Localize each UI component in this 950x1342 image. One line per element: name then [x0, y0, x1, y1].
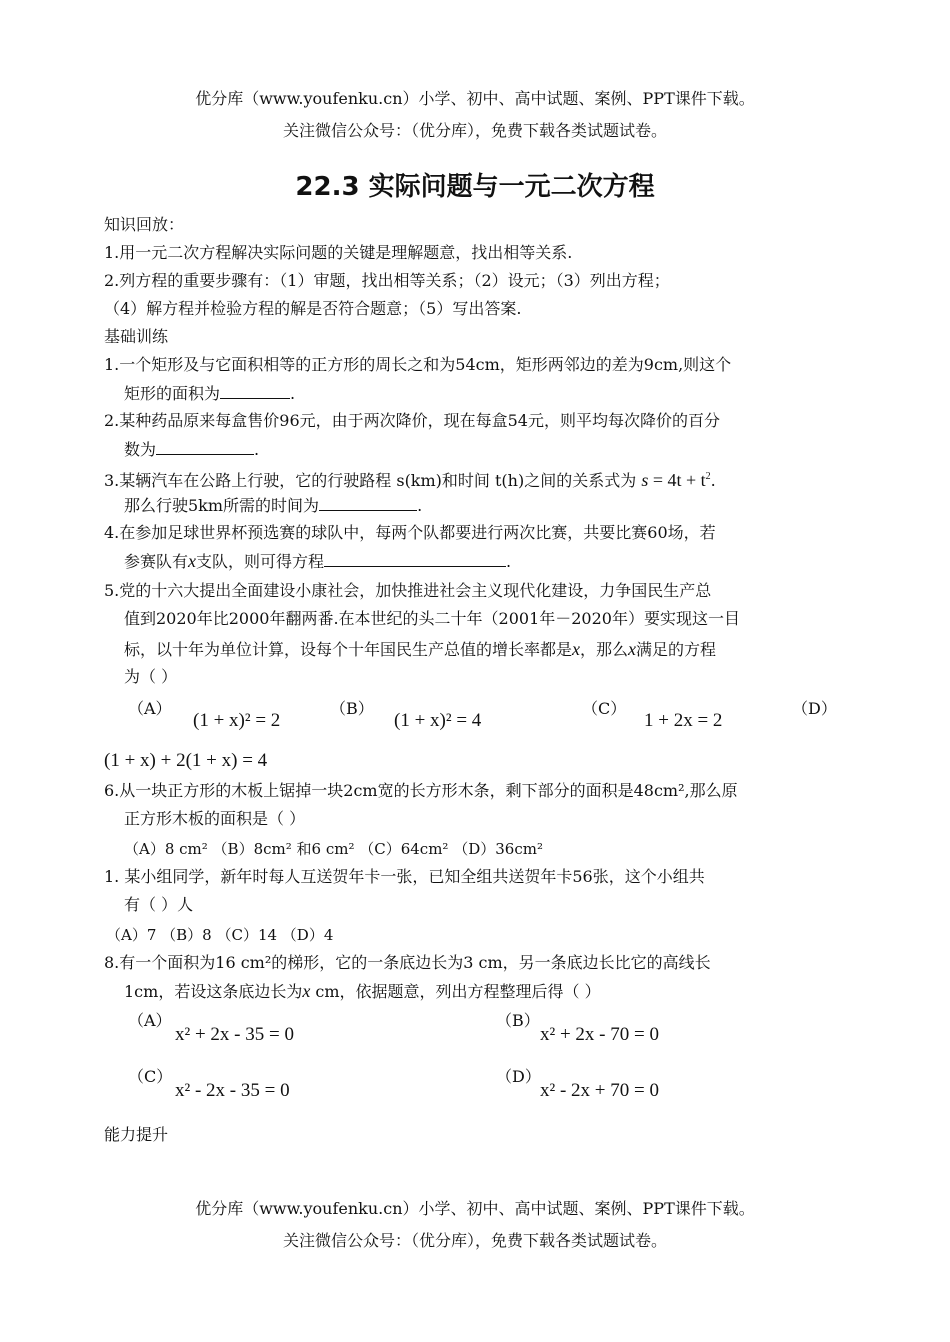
basic-heading: 基础训练 [104, 327, 169, 346]
question-3-text: 3.某辆汽车在公路上行驶，它的行驶路程 s(km)和时间 t(h)之间的关系式为 [104, 471, 637, 490]
question-3-formula: $s = 4t + t^2$ [641, 470, 711, 490]
option-d-label: （D） [792, 699, 837, 718]
question-6-line-2: 正方形木板的面积是（ ） [124, 809, 306, 828]
variable-x: x [188, 551, 197, 571]
variable-x: x [572, 639, 581, 659]
question-1-line-1: 1.一个矩形及与它面积相等的正方形的周长之和为54cm，矩形两邻边的差为9cm,则这个 [104, 355, 732, 374]
option-b-label: （B） [496, 1011, 540, 1030]
answer-blank [220, 382, 290, 399]
page-title: 22.3 实际问题与一元二次方程 [295, 172, 655, 202]
question-5-line-3: 标，以十年为单位计算，设每个十年国民生产总值的增长率都是x，那么x满足的方程 [124, 639, 717, 659]
question-4-line-2: 参赛队有x支队，则可得方程 . [124, 551, 512, 571]
answer-blank [156, 438, 254, 455]
question-3-text-2: 那么行驶5km所需的时间为 [124, 496, 320, 515]
question-5-line-1: 5.党的十六大提出全面建设小康社会，加快推进社会主义现代化建设，力争国民生产总 [104, 581, 712, 600]
question-7-line-2: 有（ ）人 [124, 895, 194, 914]
option-a-label: （A） [128, 1011, 172, 1030]
review-item-2b: （4）解方程并检验方程的解是否符合题意；（5）写出答案. [104, 299, 522, 318]
variable-x: x [302, 981, 311, 1001]
question-7-options: （A）7 （B）8 （C）14 （D）4 [106, 926, 334, 944]
footer-line-1: 优分库（www.youfenku.cn）小学、初中、高中试题、案例、PPT课件下载。 [195, 1199, 755, 1218]
question-7-line-1: 1. 某小组同学，新年时每人互送贺年卡一张，已知全组共送贺年卡56张，这个小组共 [104, 867, 705, 886]
option-c-formula: 1 + 2x = 2 [644, 710, 723, 731]
option-c-label: （C） [128, 1067, 173, 1086]
question-8-line-2: 1cm，若设这条底边长为x cm，依据题意，列出方程整理后得（ ） [124, 981, 601, 1001]
option-c-formula: x² - 2x - 35 = 0 [175, 1080, 290, 1101]
option-d-formula: x² - 2x + 70 = 0 [540, 1080, 659, 1101]
question-1-text: 矩形的面积为 [124, 384, 221, 403]
option-d-label: （D） [496, 1067, 541, 1086]
question-3-line-1: 3.某辆汽车在公路上行驶，它的行驶路程 s(km)和时间 t(h)之间的关系式为 $s = 4t + t^2$. [104, 470, 716, 490]
footer-line-2: 关注微信公众号：（优分库），免费下载各类试题试卷。 [282, 1231, 667, 1250]
question-2-text: 数为 [124, 440, 157, 459]
variable-x: x [628, 639, 637, 659]
header-line-1: 优分库（www.youfenku.cn）小学、初中、高中试题、案例、PPT课件下载。 [195, 89, 755, 108]
header-line-2: 关注微信公众号：（优分库），免费下载各类试题试卷。 [282, 121, 667, 140]
question-1-period: . [290, 384, 296, 403]
question-2-line-2 [124, 438, 259, 461]
option-d-formula: (1 + x) + 2(1 + x) = 4 [104, 750, 268, 771]
question-2-period: . [254, 440, 260, 459]
question-2-line-1: 2.某种药品原来每盒售价96元，由于两次降价，现在每盒54元，则平均每次降价的百分 [104, 411, 720, 430]
question-5-line-4: 为（ ） [124, 667, 178, 686]
option-a-formula: (1 + x)² = 2 [193, 710, 281, 731]
review-item-1: 1.用一元二次方程解决实际问题的关键是理解题意，找出相等关系. [104, 243, 573, 262]
option-a-formula: x² + 2x - 35 = 0 [175, 1024, 294, 1045]
option-b-formula: (1 + x)² = 4 [394, 710, 482, 731]
answer-blank [324, 550, 506, 567]
review-heading: 知识回放： [104, 215, 185, 234]
question-6-line-1: 6.从一块正方形的木板上锯掉一块2cm宽的长方形木条，剩下部分的面积是48cm²,那么原 [104, 781, 738, 800]
question-5-line-2: 值到2020年比2000年翻两番.在本世纪的头二十年（2001年－2020年）要实现这一目 [124, 609, 740, 628]
option-b-formula: x² + 2x - 70 = 0 [540, 1024, 659, 1045]
ability-heading: 能力提升 [104, 1125, 169, 1144]
question-4-line-1: 4.在参加足球世界杯预选赛的球队中，每两个队都要进行两次比赛，共要比赛60场，若 [104, 523, 716, 542]
question-6-options: （A）8 cm² （B）8cm² 和6 cm² （C）64cm² （D）36cm² [124, 840, 543, 858]
option-b-label: （B） [330, 699, 374, 718]
question-3-line-2: 那么行驶5km所需的时间为 . [124, 496, 423, 515]
option-c-label: （C） [582, 699, 627, 718]
option-a-label: （A） [128, 699, 172, 718]
answer-blank [319, 494, 417, 511]
question-1-line-2 [124, 382, 295, 405]
review-item-2a: 2.列方程的重要步骤有：（1）审题，找出相等关系；（2）设元；（3）列出方程； [104, 271, 670, 290]
question-8-line-1: 8.有一个面积为16 cm²的梯形，它的一条底边长为3 cm，另一条底边长比它的高线长 [104, 953, 711, 972]
